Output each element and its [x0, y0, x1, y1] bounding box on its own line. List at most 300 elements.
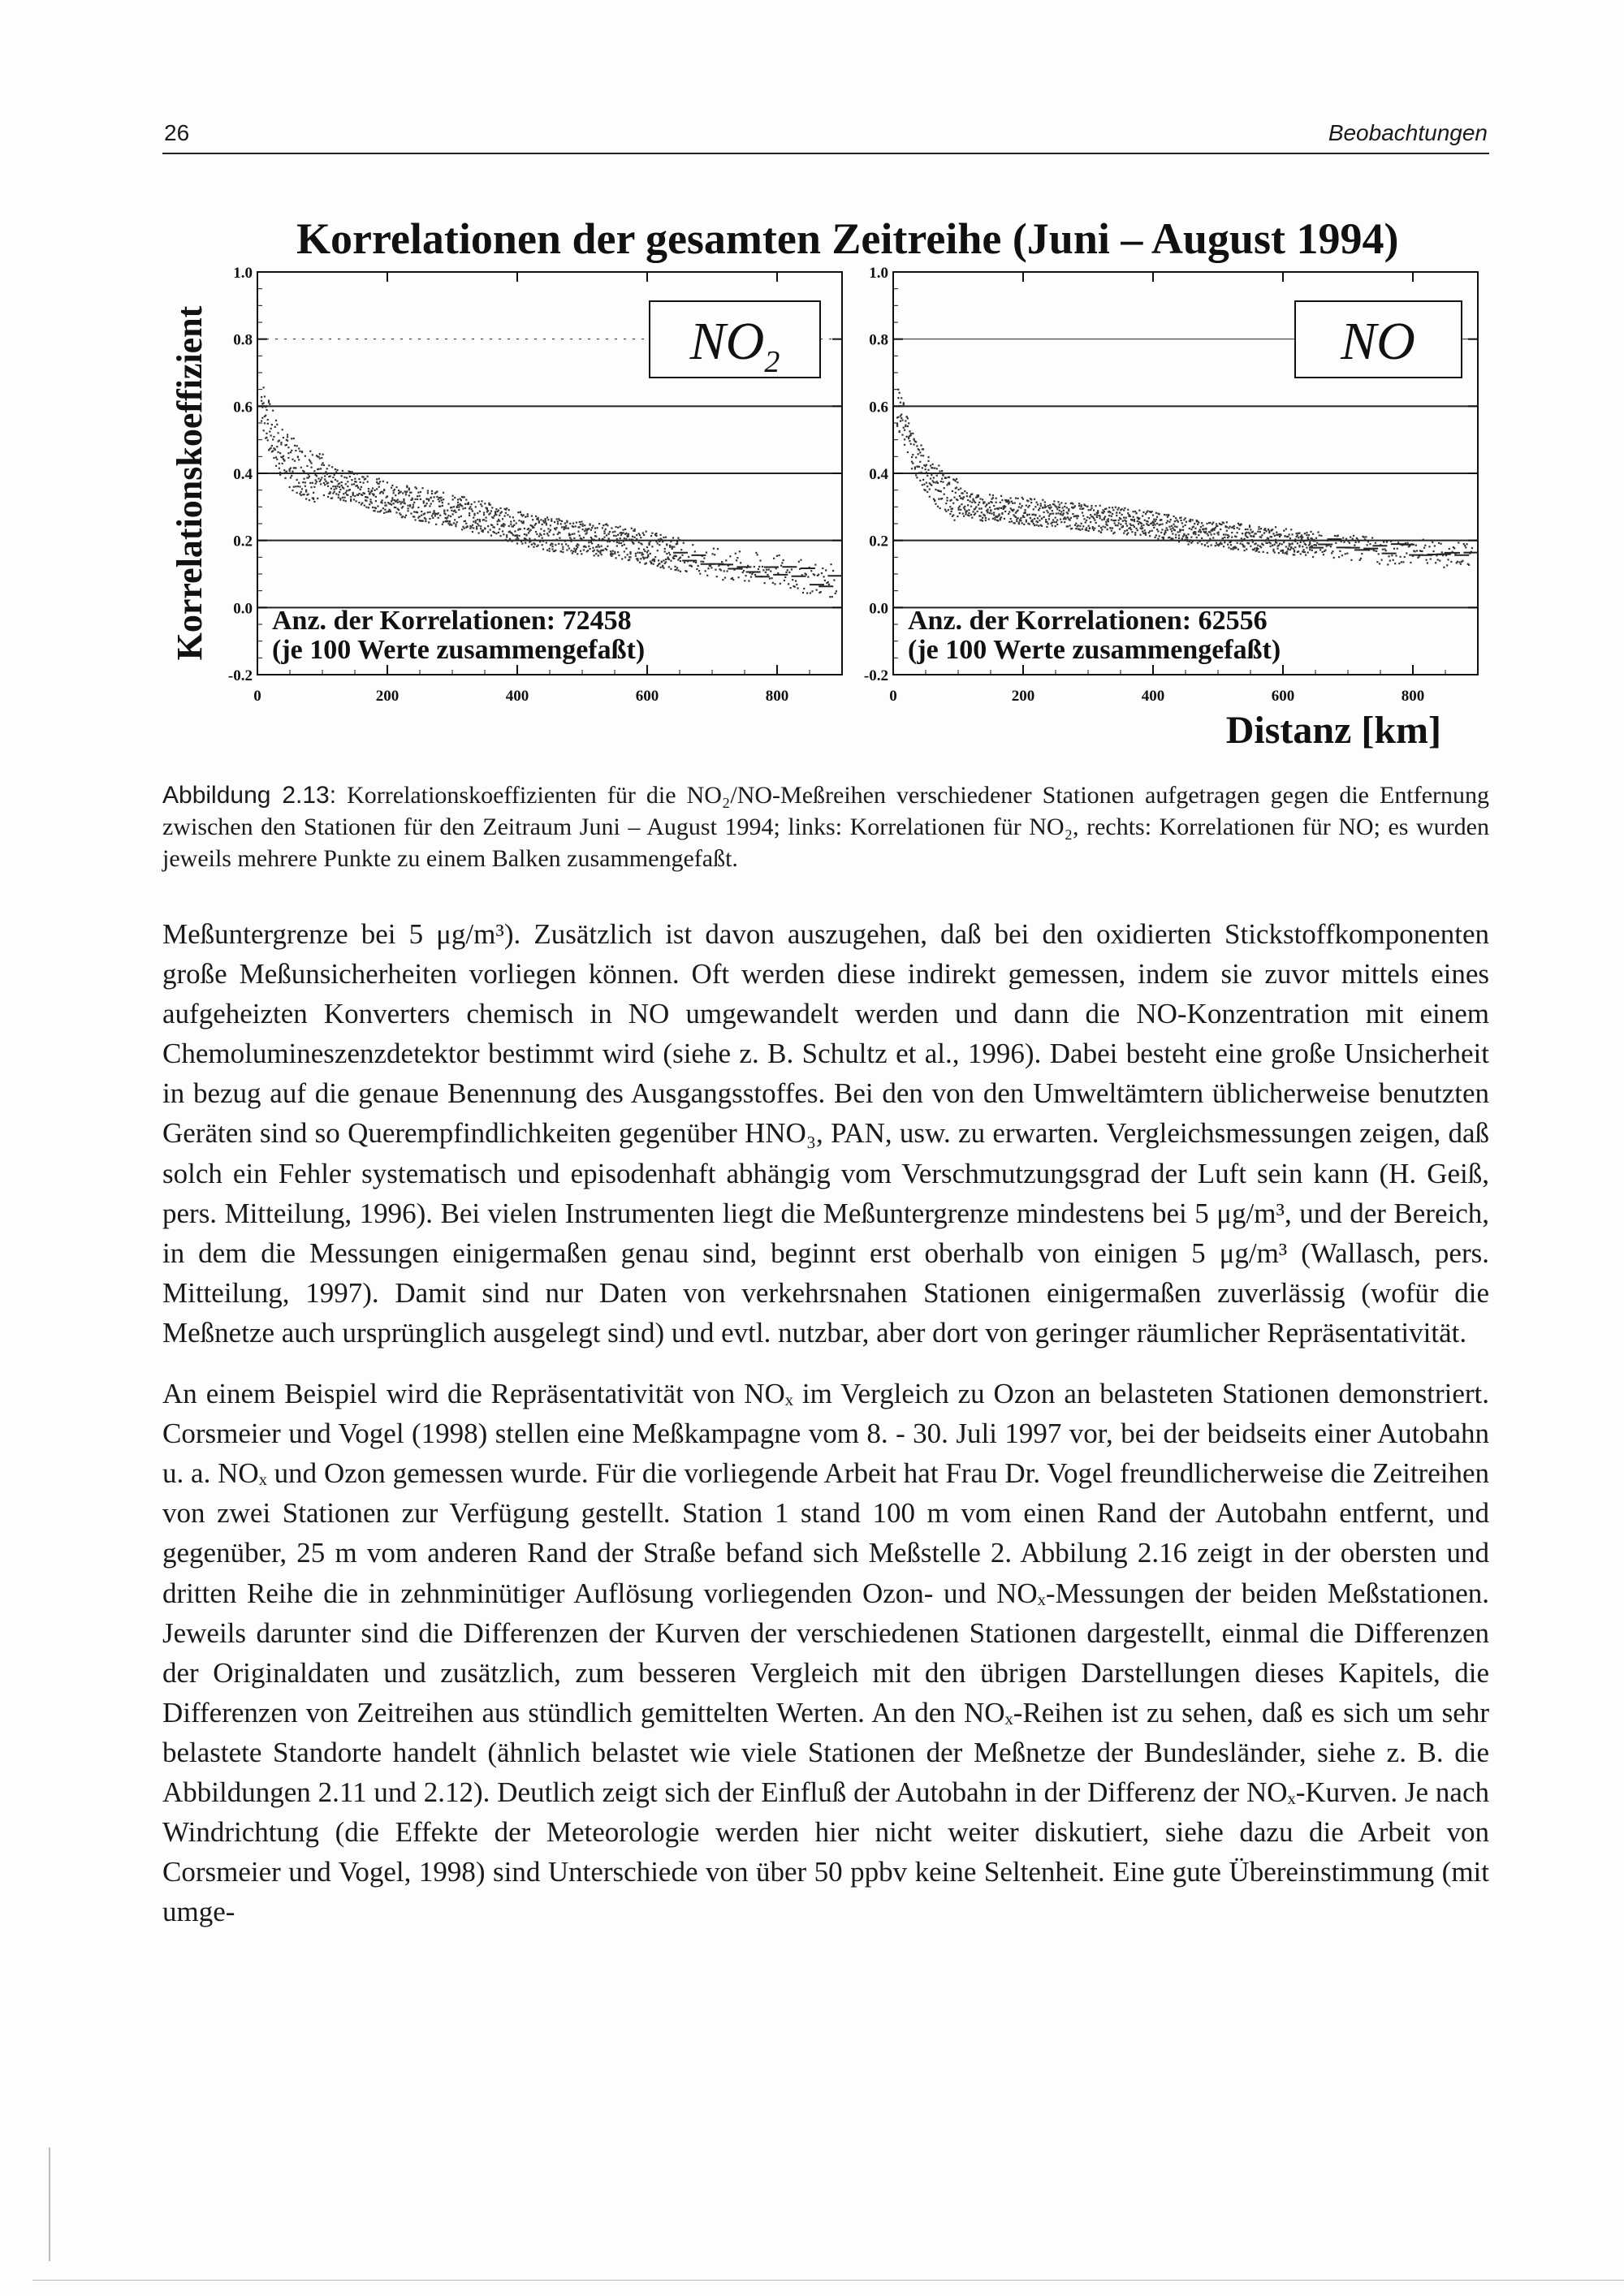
left-data-point	[297, 486, 299, 487]
left-data-point	[680, 571, 681, 572]
right-data-point	[1009, 501, 1010, 503]
right-data-point	[1180, 520, 1181, 521]
right-data-point	[959, 512, 961, 514]
left-data-point	[269, 430, 270, 432]
right-data-point	[1017, 498, 1018, 499]
right-data-point	[940, 490, 942, 492]
right-data-point	[935, 489, 936, 490]
left-data-point	[613, 535, 615, 537]
right-data-point	[1155, 519, 1157, 520]
right-data-point	[1126, 529, 1128, 531]
correlation-figure	[162, 207, 1489, 767]
right-data-point	[986, 503, 987, 505]
left-data-point	[606, 534, 607, 536]
left-data-point	[540, 534, 542, 536]
left-data-point	[669, 545, 671, 546]
right-data-point	[1170, 519, 1172, 520]
right-data-point	[989, 512, 991, 514]
left-data-point	[369, 498, 371, 500]
left-data-point	[296, 445, 298, 447]
left-data-point	[279, 468, 280, 469]
right-data-point	[958, 509, 960, 511]
left-data-point	[317, 468, 319, 470]
left-data-point	[665, 559, 667, 560]
left-data-point	[292, 490, 293, 491]
right-data-point	[1254, 547, 1255, 549]
right-data-point	[1107, 524, 1108, 526]
right-data-point	[1331, 552, 1332, 554]
left-data-point	[512, 534, 514, 536]
left-data-point	[338, 497, 339, 498]
left-data-point	[542, 544, 543, 546]
left-data-point	[347, 486, 348, 487]
right-data-point	[968, 512, 970, 514]
left-data-point	[475, 520, 477, 521]
left-data-point	[269, 404, 270, 405]
right-data-point	[1376, 550, 1377, 552]
left-data-point	[407, 505, 408, 507]
left-data-point	[423, 500, 425, 502]
right-data-point	[962, 513, 964, 515]
left-data-point	[454, 519, 456, 520]
right-data-point	[896, 424, 898, 425]
right-data-point	[1112, 513, 1113, 515]
left-ytick-label: 0.8	[233, 331, 253, 349]
left-data-point	[313, 501, 315, 503]
left-data-point	[472, 531, 473, 533]
left-data-point	[654, 559, 655, 560]
right-data-point	[1304, 533, 1306, 534]
left-data-point	[308, 473, 309, 475]
left-data-point	[579, 526, 581, 528]
right-data-point	[1271, 536, 1272, 537]
right-data-point	[915, 456, 917, 458]
left-data-point	[636, 534, 637, 536]
right-data-point	[1089, 527, 1091, 529]
right-data-point	[1228, 546, 1229, 548]
left-data-point	[657, 550, 659, 551]
right-data-point	[911, 461, 913, 463]
left-data-point	[531, 544, 533, 546]
right-data-point	[1306, 547, 1307, 549]
left-data-point	[543, 530, 545, 532]
left-data-point	[404, 503, 406, 504]
right-data-point	[1008, 499, 1009, 501]
right-data-point	[939, 470, 940, 472]
left-data-point	[618, 542, 620, 544]
right-data-point	[1020, 520, 1021, 521]
right-data-point	[1447, 559, 1449, 560]
right-data-point	[1438, 542, 1440, 544]
right-data-point	[1415, 545, 1417, 546]
right-data-point	[1029, 505, 1030, 507]
left-ytick-label: 0.4	[233, 466, 253, 483]
left-data-point	[554, 521, 555, 523]
left-data-point	[594, 539, 595, 541]
left-data-point	[666, 543, 667, 545]
left-data-point	[309, 451, 311, 452]
left-data-point	[331, 481, 333, 483]
left-data-point	[601, 554, 603, 555]
right-data-point	[1282, 550, 1284, 551]
left-data-point	[484, 528, 486, 529]
right-data-point	[1192, 541, 1194, 542]
right-data-point	[1310, 531, 1311, 533]
right-data-point	[1116, 511, 1117, 513]
left-data-point	[755, 552, 757, 554]
right-data-point	[907, 425, 909, 427]
right-data-point	[1172, 533, 1173, 534]
right-data-point	[1060, 521, 1062, 523]
left-data-point	[670, 560, 672, 562]
right-data-point	[1241, 537, 1242, 539]
right-data-point	[1052, 519, 1054, 520]
right-data-point	[1072, 513, 1073, 515]
left-data-point	[492, 517, 494, 519]
left-data-point	[339, 498, 341, 499]
right-data-point	[1393, 548, 1395, 550]
right-data-point	[1471, 547, 1473, 549]
right-data-point	[1004, 511, 1006, 512]
left-data-point	[372, 507, 374, 508]
right-data-point	[1083, 518, 1085, 520]
left-data-point	[636, 538, 637, 540]
left-data-point	[811, 590, 813, 592]
left-data-point	[287, 452, 289, 454]
right-data-point	[1311, 538, 1313, 540]
right-data-point	[1294, 541, 1296, 542]
left-data-point	[539, 541, 541, 542]
figure	[162, 207, 1489, 767]
right-data-point	[1175, 517, 1177, 519]
right-data-point	[1386, 541, 1388, 542]
right-data-point	[1166, 522, 1168, 524]
left-data-point	[549, 531, 551, 533]
right-data-point	[1353, 535, 1354, 537]
right-data-point	[900, 421, 901, 422]
left-data-point	[438, 501, 440, 503]
right-data-point	[932, 467, 934, 468]
left-data-point	[351, 479, 352, 481]
right-data-point	[1125, 517, 1127, 519]
left-data-point	[453, 522, 455, 524]
right-data-point	[1464, 545, 1466, 546]
right-data-point	[951, 511, 952, 512]
left-data-point	[781, 562, 783, 563]
left-data-point	[464, 496, 465, 498]
left-data-point	[620, 534, 622, 536]
right-data-point	[914, 468, 916, 469]
right-data-point	[1023, 524, 1025, 525]
left-data-point	[505, 539, 507, 541]
right-data-point	[1167, 529, 1168, 531]
right-data-point	[1000, 502, 1001, 503]
left-data-point	[486, 507, 488, 509]
right-data-point	[1246, 537, 1248, 538]
right-data-point	[1100, 527, 1102, 529]
left-data-point	[275, 465, 277, 467]
left-data-point	[806, 592, 808, 593]
right-data-point	[1441, 551, 1443, 553]
left-data-point	[397, 498, 399, 500]
right-data-point	[916, 445, 918, 447]
left-data-point	[469, 515, 470, 516]
left-data-point	[316, 481, 317, 482]
left-data-point	[402, 516, 404, 517]
left-data-point	[305, 490, 307, 491]
right-data-point	[1065, 503, 1066, 504]
right-data-point	[1052, 513, 1054, 515]
left-data-point	[665, 561, 667, 563]
right-data-point	[930, 464, 931, 466]
left-data-point	[400, 503, 402, 504]
left-data-point	[353, 473, 355, 475]
right-data-point	[1287, 547, 1289, 549]
right-data-point	[1120, 524, 1121, 525]
left-data-point	[293, 438, 295, 439]
left-data-point	[267, 439, 269, 441]
left-data-point	[784, 576, 786, 578]
left-data-point	[588, 528, 590, 529]
right-data-point	[1401, 561, 1402, 563]
left-data-point	[455, 525, 456, 527]
right-data-point	[931, 485, 932, 486]
right-data-point	[1034, 518, 1035, 520]
left-data-point	[308, 494, 309, 495]
left-data-point	[614, 553, 615, 555]
right-data-point	[1151, 511, 1153, 512]
right-data-point	[1226, 521, 1228, 523]
right-data-point	[1202, 524, 1203, 526]
right-data-point	[1115, 524, 1116, 526]
left-data-point	[603, 530, 605, 532]
right-data-point	[1076, 517, 1078, 519]
right-data-point	[1228, 535, 1229, 537]
right-data-point	[1246, 532, 1247, 533]
right-data-point	[1093, 509, 1095, 511]
right-data-point	[916, 477, 918, 478]
left-data-point	[279, 463, 280, 464]
left-data-point	[650, 553, 651, 555]
left-data-point	[484, 503, 486, 504]
left-data-point	[364, 493, 365, 494]
right-data-point	[962, 493, 964, 494]
left-data-point	[374, 490, 376, 491]
right-data-point	[1286, 550, 1288, 552]
right-data-point	[1159, 513, 1160, 515]
right-data-point	[962, 498, 964, 500]
right-data-point	[1056, 512, 1057, 514]
right-data-point	[1105, 507, 1107, 509]
right-data-point	[1185, 539, 1186, 541]
right-data-point	[1075, 528, 1077, 529]
left-data-point	[546, 516, 548, 518]
right-data-point	[948, 483, 950, 485]
right-data-point	[1315, 537, 1317, 539]
left-data-point	[612, 550, 614, 551]
right-data-point	[1350, 559, 1352, 561]
left-data-point	[635, 553, 637, 555]
right-data-point	[1021, 522, 1023, 524]
left-data-point	[319, 481, 321, 482]
right-data-point	[1122, 525, 1124, 527]
left-data-point	[434, 515, 436, 516]
left-data-point	[361, 486, 362, 488]
left-data-point	[655, 535, 657, 537]
left-data-point	[343, 473, 345, 474]
right-data-point	[1029, 514, 1030, 516]
left-data-point	[439, 515, 441, 516]
left-data-point	[504, 524, 506, 525]
left-data-point	[384, 502, 386, 503]
right-data-point	[957, 499, 958, 501]
right-data-point	[1149, 530, 1151, 532]
left-data-point	[327, 482, 329, 484]
left-data-point	[628, 538, 630, 540]
left-data-point	[714, 554, 715, 555]
left-data-point	[516, 542, 518, 544]
right-data-point	[1125, 520, 1127, 522]
left-data-point	[577, 544, 579, 546]
right-data-point	[1186, 535, 1187, 537]
right-data-point	[915, 441, 917, 442]
right-data-point	[1024, 509, 1026, 511]
left-data-point	[740, 562, 741, 563]
left-data-point	[516, 522, 517, 524]
right-data-point	[1237, 549, 1239, 550]
right-data-point	[940, 481, 942, 482]
right-data-point	[1189, 528, 1190, 529]
right-data-point	[1309, 543, 1311, 545]
left-data-point	[267, 423, 269, 425]
right-data-point	[949, 506, 951, 507]
left-data-point	[735, 553, 736, 555]
left-data-point	[266, 409, 267, 411]
right-data-point	[1095, 522, 1096, 524]
left-data-point	[410, 512, 412, 514]
left-data-point	[758, 566, 760, 568]
left-data-point	[478, 533, 480, 534]
left-data-point	[572, 533, 573, 535]
right-data-point	[937, 482, 939, 484]
left-data-point	[639, 534, 641, 536]
right-data-point	[1026, 520, 1027, 522]
right-data-point	[989, 494, 991, 495]
right-data-point	[1013, 509, 1014, 511]
left-data-point	[612, 553, 614, 555]
left-data-point	[346, 477, 348, 479]
left-data-point	[631, 528, 633, 529]
left-data-point	[702, 561, 704, 563]
left-data-point	[387, 495, 388, 497]
right-data-point	[964, 506, 965, 507]
left-data-point	[555, 550, 556, 551]
right-data-point	[991, 512, 992, 514]
left-data-point	[323, 482, 325, 484]
right-data-point	[1114, 532, 1116, 533]
right-data-point	[1166, 514, 1168, 516]
left-ytick-label: -0.2	[227, 667, 253, 684]
left-data-point	[513, 520, 515, 521]
right-data-point	[1138, 510, 1140, 511]
left-data-point	[647, 550, 649, 551]
right-data-point	[1027, 500, 1029, 502]
right-data-point	[1123, 509, 1125, 511]
right-data-point	[905, 425, 906, 426]
right-data-point	[945, 503, 947, 504]
left-data-point	[290, 477, 292, 478]
right-data-point	[1148, 524, 1150, 526]
right-data-point	[1131, 531, 1133, 533]
right-data-point	[1322, 551, 1324, 553]
right-data-point	[1134, 532, 1136, 533]
right-data-point	[1108, 520, 1109, 522]
right-data-point	[1388, 555, 1389, 557]
right-data-point	[1148, 517, 1150, 519]
right-data-point	[1302, 549, 1304, 550]
right-data-point	[1056, 521, 1057, 523]
left-data-point	[662, 541, 663, 542]
right-data-point	[978, 494, 979, 496]
left-data-point	[588, 546, 590, 547]
right-data-point	[982, 517, 983, 519]
left-ytick-label: 1.0	[233, 265, 253, 282]
right-data-point	[926, 475, 928, 477]
right-ytick-label: 0.6	[869, 399, 888, 416]
right-data-point	[915, 474, 917, 476]
right-data-point	[1297, 542, 1298, 544]
right-data-point	[1078, 505, 1080, 507]
left-data-point	[780, 565, 782, 567]
right-data-point	[1272, 533, 1274, 534]
right-data-point	[1161, 529, 1163, 530]
right-data-point	[904, 438, 905, 440]
left-data-point	[533, 546, 534, 548]
right-data-point	[1283, 530, 1285, 532]
right-data-point	[1037, 503, 1039, 505]
left-data-point	[371, 502, 373, 503]
right-data-point	[987, 511, 988, 513]
right-data-point	[1231, 532, 1233, 533]
left-data-point	[457, 504, 459, 506]
left-data-point	[503, 533, 504, 535]
right-data-point	[1170, 529, 1172, 530]
left-data-point	[429, 505, 430, 507]
left-data-point	[261, 396, 262, 398]
left-data-point	[795, 580, 797, 582]
right-data-point	[1260, 537, 1262, 538]
left-data-point	[602, 527, 603, 529]
right-data-point	[1218, 533, 1220, 535]
left-data-point	[538, 522, 540, 524]
right-data-point	[1060, 502, 1062, 503]
right-data-point	[1435, 562, 1436, 563]
left-data-point	[367, 476, 369, 477]
right-data-point	[906, 436, 908, 438]
left-data-point	[292, 459, 293, 460]
right-data-point	[1042, 499, 1043, 501]
left-data-point	[592, 525, 594, 527]
left-data-point	[487, 510, 489, 511]
right-data-point	[933, 477, 935, 478]
left-data-point	[637, 552, 638, 554]
left-data-point	[743, 570, 745, 572]
right-data-point	[967, 504, 969, 506]
left-data-point	[376, 478, 378, 480]
left-data-point	[505, 512, 507, 514]
left-data-point	[471, 526, 473, 528]
left-data-point	[325, 471, 326, 473]
